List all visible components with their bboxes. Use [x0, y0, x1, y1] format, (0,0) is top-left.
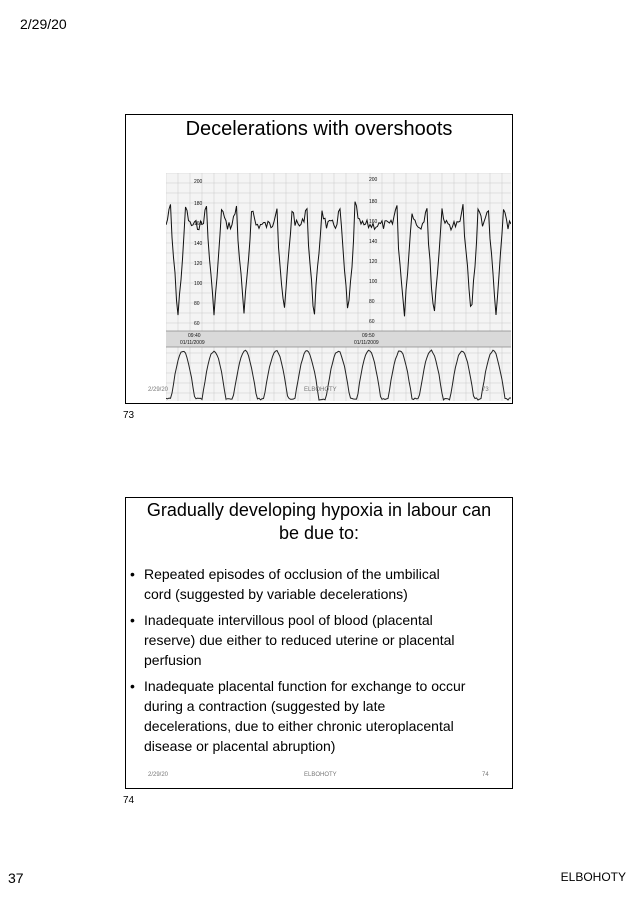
- timestamp-time-right: 09:50: [362, 333, 375, 339]
- slide-number-label: 74: [123, 795, 135, 806]
- slide-footer-author: ELBOHOTY: [304, 772, 337, 778]
- fhr-tick-right: 140: [369, 239, 378, 245]
- fhr-tick-left: 100: [194, 281, 203, 287]
- page-brand: ELBOHOTY: [560, 870, 626, 884]
- fhr-tick-right: 200: [369, 177, 378, 183]
- slide-74: [125, 497, 513, 789]
- bullet-item: • Inadequate intervillous pool of blood (placental reserve) due either to reduced uterine or placental perfusion: [126, 610, 512, 670]
- fhr-tick-right: 100: [369, 279, 378, 285]
- fhr-tick-right: 180: [369, 199, 378, 205]
- timestamp-time-left: 09:40: [188, 333, 201, 339]
- fhr-tick-left: 200: [194, 179, 203, 185]
- slide-title-line1: Gradually developing hypoxia in labour can: [146, 500, 492, 520]
- fhr-tick-right: 160: [369, 219, 378, 225]
- slide-footer-date: 2/29/20: [148, 772, 169, 778]
- fhr-tick-left: 160: [194, 221, 203, 227]
- slide-footer-number: 74: [482, 772, 489, 778]
- fhr-tick-left: 60: [194, 321, 200, 327]
- slide-number-label: 73: [123, 410, 135, 421]
- fhr-tick-right: 60: [369, 319, 375, 325]
- slide-title: Decelerations with overshoots: [185, 118, 453, 140]
- header-date: 2/29/20: [20, 16, 67, 32]
- timestamp-date-left: 01/11/2009: [180, 340, 205, 346]
- fhr-tick-right: 120: [369, 259, 378, 265]
- slide-footer-number: 73: [482, 387, 489, 393]
- slide-footer-date: 2/29/20: [148, 387, 169, 393]
- bullet-list: [126, 564, 512, 762]
- page-number: 37: [8, 870, 24, 886]
- fhr-tick-left: 120: [194, 261, 203, 267]
- fhr-tick-left: 180: [194, 201, 203, 207]
- bullet-item: • Repeated episodes of occlusion of the umbilical cord (suggested by variable decelerations): [126, 564, 512, 604]
- slide-73: [125, 114, 513, 404]
- ctg-trace-image: [166, 173, 511, 401]
- slide-title-line2: be due to:: [278, 523, 360, 543]
- fhr-tick-left: 140: [194, 241, 203, 247]
- slide-footer-author: ELBOHOTY: [304, 387, 337, 393]
- fhr-tick-left: 80: [194, 301, 200, 307]
- fhr-tick-right: 80: [369, 299, 375, 305]
- timestamp-date-right: 01/11/2009: [354, 340, 379, 346]
- bullet-item: • Inadequate placental function for exchange to occur during a contraction (suggested by late decelerations, due to either chronic uteroplacental disease or placental abruption): [126, 676, 512, 756]
